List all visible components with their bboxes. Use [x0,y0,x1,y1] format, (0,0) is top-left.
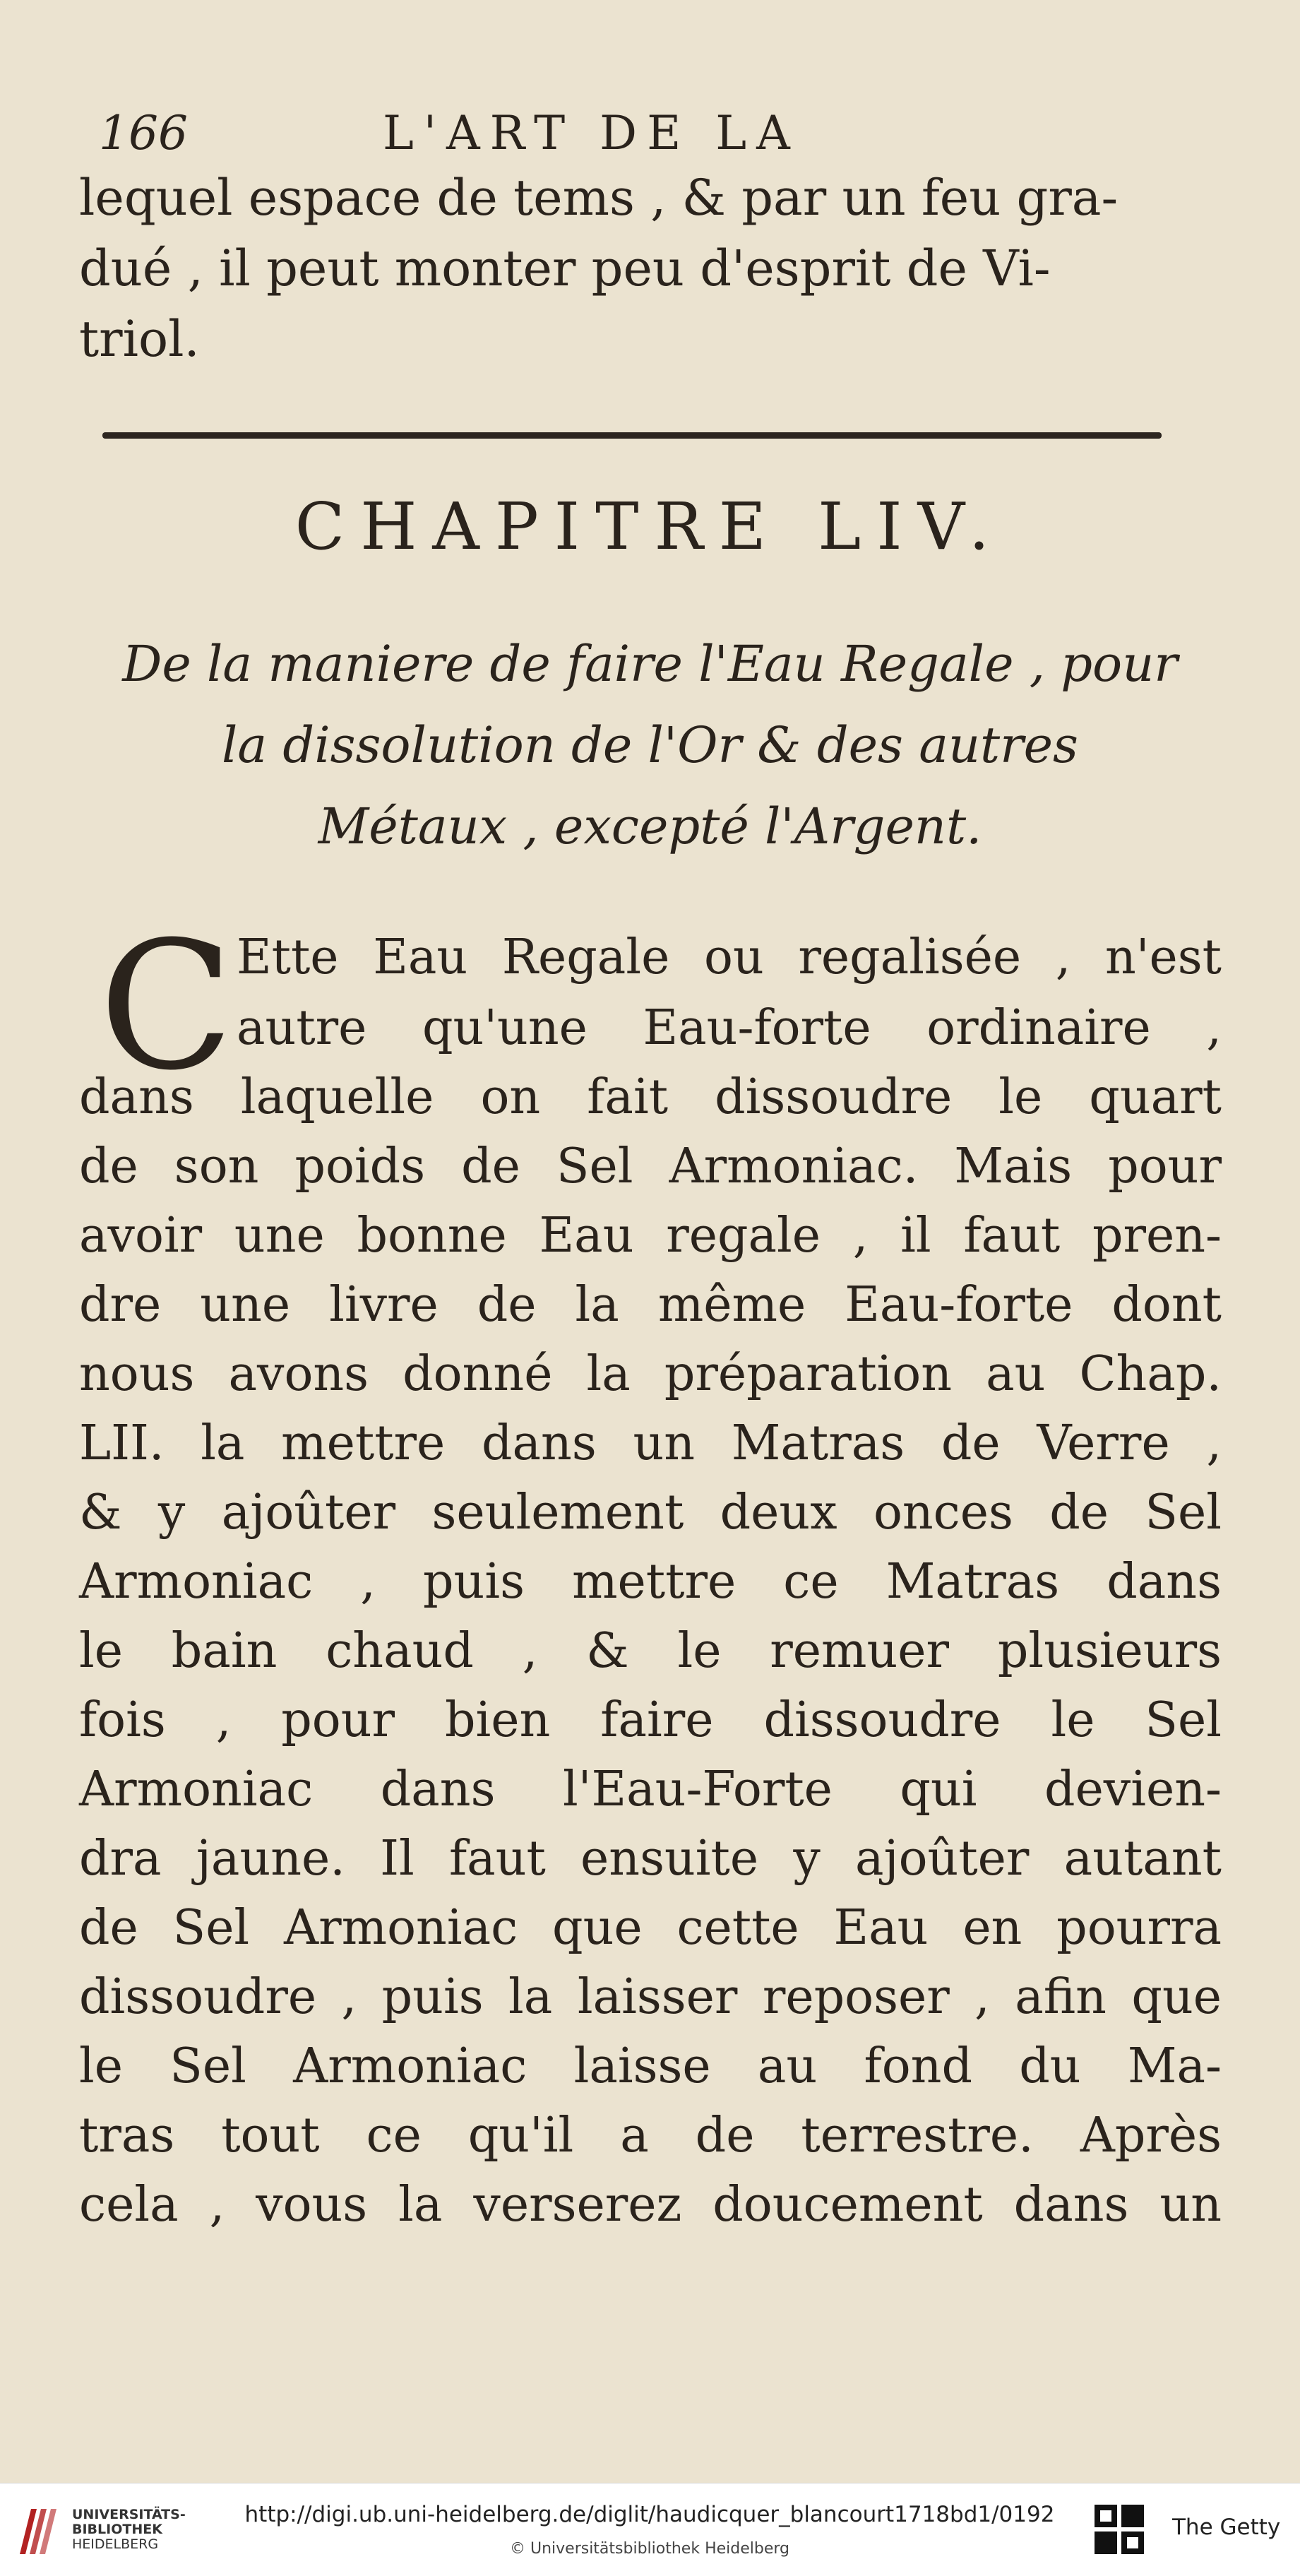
body-line: & y ajoûter seulement deux onces de Sel [79,1485,1222,1541]
chapter-subtitle-line: De la maniere de faire l'Eau Regale , pour [122,635,1178,693]
permalink-url[interactable]: http://digi.ub.uni-heidelberg.de/diglit/haudicquer_blancourt1718bd1/0192 [244,2502,1055,2527]
body-line: dre une livre de la même Eau-forte dont [79,1277,1222,1333]
body-line: Armoniac dans l'Eau-Forte qui devien- [79,1762,1222,1817]
body-line: cela , vous la verserez doucement dans un [79,2177,1222,2233]
body-line: fois , pour bien faire dissoudre le Sel [79,1692,1222,1748]
drop-capital: C [99,903,234,1109]
chapter-subtitle-line: la dissolution de l'Or & des autres [222,716,1078,774]
body-line: dans laquelle on fait dissoudre le quart [79,1069,1222,1125]
section-divider [102,432,1162,439]
text-line: lequel espace de tems , & par un feu gra- [79,169,1119,227]
partner-name: The Getty [1172,2515,1281,2540]
body-line: Ette Eau Regale ou regalisée , n'est [237,930,1222,985]
text-line: triol. [79,310,200,368]
body-line: de Sel Armoniac que cette Eau en pourra [79,1900,1222,1956]
page-header [79,106,1068,162]
page-number: 166 [99,106,188,160]
body-line: Armoniac , puis mettre ce Matras dans [79,1554,1222,1610]
body-line: dra jaune. Il faut ensuite y ajoûter autant [79,1831,1222,1887]
body-line: dissoudre , puis la laisser reposer , afin que [79,1969,1222,2025]
text-line: dué , il peut monter peu d'esprit de Vi- [79,239,1051,297]
body-line: nous avons donné la préparation au Chap. [79,1346,1222,1402]
body-line: de son poids de Sel Armoniac. Mais pour [79,1139,1222,1194]
body-line: le Sel Armoniac laisse au fond du Ma- [79,2038,1222,2094]
library-name [72,2507,186,2552]
chapter-heading: CHAPITRE LIV. [294,489,1006,564]
ub-heidelberg-logo-icon [16,2505,59,2557]
body-line: tras tout ce qu'il a de terrestre. Après [79,2108,1222,2164]
library-name-line: UNIVERSITÄTS- [72,2507,186,2522]
body-line: autre qu'une Eau-forte ordinaire , [237,1000,1222,1056]
getty-logo-icon [1093,2502,1147,2557]
viewer-footer [0,2483,1300,2576]
copyright-notice: © Universitätsbibliothek Heidelberg [509,2540,789,2558]
body-line: le bain chaud , & le remuer plusieurs [79,1623,1222,1679]
body-line: LII. la mettre dans un Matras de Verre , [79,1415,1222,1471]
library-name-line: HEIDELBERG [72,2536,159,2552]
body-line: avoir une bonne Eau regale , il faut pren- [79,1208,1222,1264]
chapter-subtitle-line: Métaux , excepté l'Argent. [318,797,982,855]
library-name-line: BIBLIOTHEK [72,2522,162,2537]
running-head: L'ART DE LA [383,106,800,160]
